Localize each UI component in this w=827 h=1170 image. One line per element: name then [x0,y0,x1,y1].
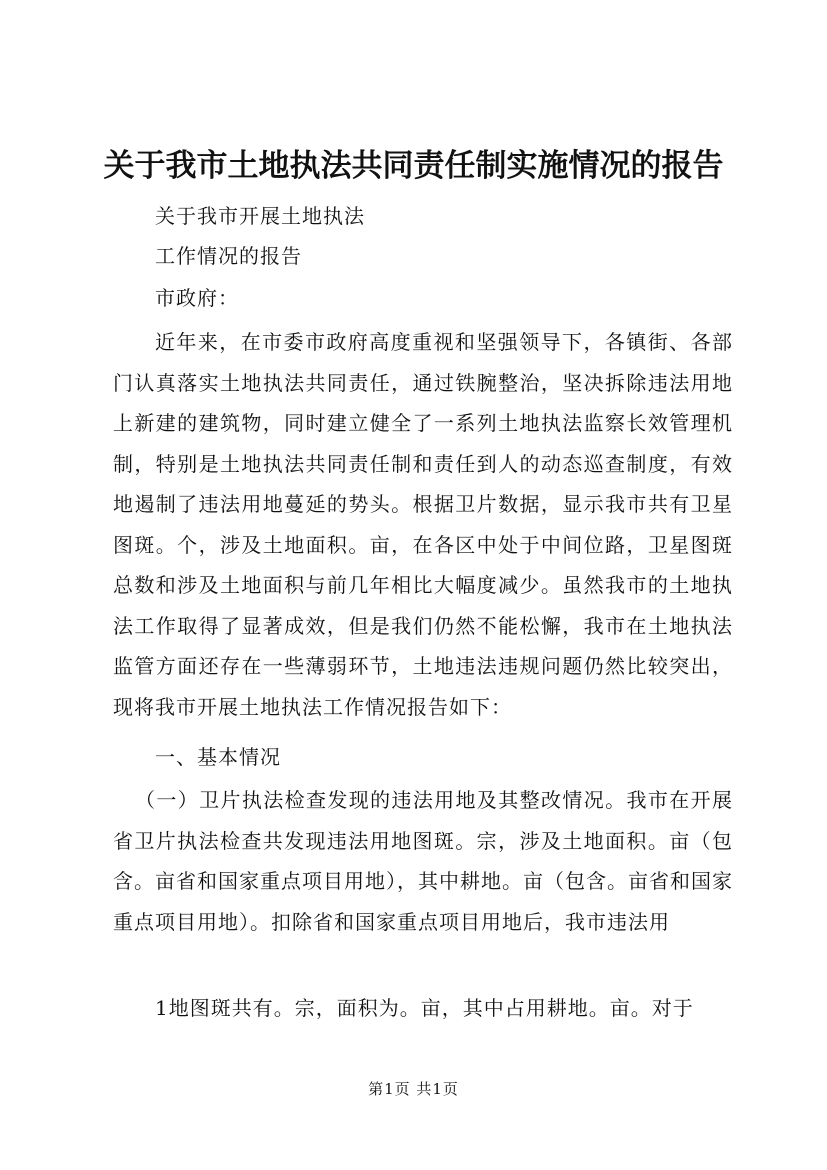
subtitle-line-1: 关于我市开展土地执法 [155,204,365,228]
paragraph-intro: 近年来，在市委市政府高度重视和坚强领导下，各镇街、各部门认真落实土地执法共同责任，通过铁腕整治，坚决拆除违法用地上新建的建筑物，同时建立健全了一系列土地执法监察长效管理机制，特别是土地执法共同责任制和责任到人的动态巡查制度，有效地遏制了违法用地蔓延的势头。根据卫片数据，显示我市共有卫星图斑。个，涉及土地面积。亩，在各区中处于中间位路，卫星图斑总数和涉及土地面积与前几年相比大幅度减少。虽然我市的土地执法工作取得了显著成效，但是我们仍然不能松懈，我市在土地执法监管方面还存在一些薄弱环节，土地违法违规问题仍然比较突出，现将我市开展土地执法工作情况报告如下： [113,330,733,719]
document-title: 关于我市土地执法共同责任制实施情况的报告 [103,148,724,184]
paragraph-satellite-enforcement: （一）卫片执法检查发现的违法用地及其整改情况。我市在开展省卫片执法检查共发现违法用地图斑。宗，涉及土地面积。亩（包含。亩省和国家重点项目用地），其中耕地。亩（包含。亩省和国家重点项目用地）。扣除省和国家重点项目用地后，我市违法用 [113,788,733,934]
page-footer: 第1页 共1页 [368,1080,459,1098]
addressee: 市政府： [155,286,239,310]
paragraph-continuation: 1地图斑共有。宗，面积为。亩，其中占用耕地。亩。对于 [155,996,694,1020]
subtitle-line-2: 工作情况的报告 [155,244,302,268]
section-heading-basic-situation: 一、基本情况 [155,745,281,769]
